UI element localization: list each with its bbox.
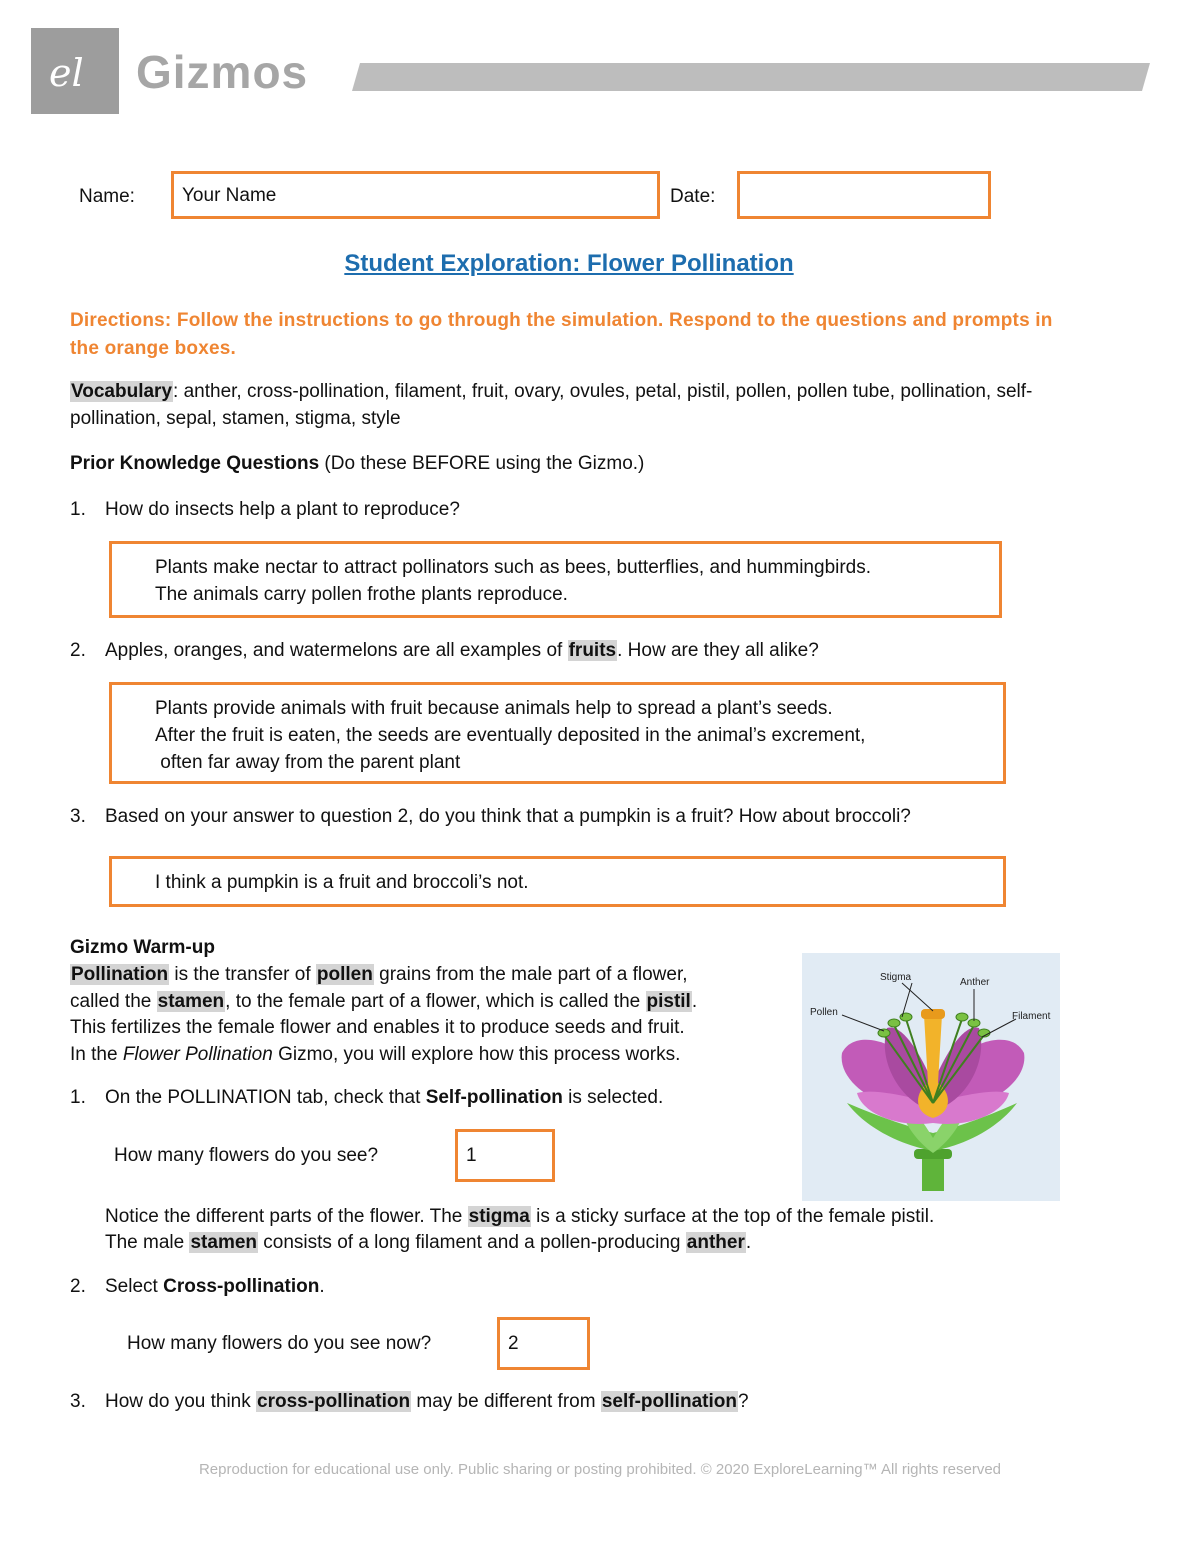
- wu-q3-number: 3.: [70, 1391, 86, 1412]
- vocabulary-terms: : anther, cross-pollination, filament, fruit, ovary, ovules, petal, pistil, pollen, pollen tube, pollination, self-pollination, sepal, stamen, stigma, style: [70, 381, 1033, 429]
- wu-q3-text-b: may be different from: [411, 1391, 601, 1412]
- name-field[interactable]: [171, 171, 660, 219]
- pk-q2-answer: Plants provide animals with fruit because animals help to spread a plant’s seeds. After the fruit is eaten, the seeds are eventually deposited in the animal’s excrement, often far away from the parent plant: [155, 698, 866, 773]
- page-title: Student Exploration: Flower Pollination: [344, 250, 794, 277]
- warmup-line-1-text-b: grains from the male part of a flower,: [373, 964, 688, 985]
- wu-q3-text-a: How do you think: [105, 1391, 257, 1412]
- warmup-line-4-text-a: In the: [70, 1044, 123, 1065]
- wu-q1-text: [105, 1087, 663, 1109]
- wu-q1-notice-line-2: [105, 1229, 1105, 1256]
- name-value: Your Name: [182, 185, 277, 206]
- wu-q1-bold: Self-pollination: [425, 1087, 563, 1108]
- wu-q2-number: 2.: [70, 1276, 86, 1297]
- wu-q2-answer: 2: [508, 1333, 519, 1354]
- wu-q1-number: 1.: [70, 1087, 86, 1108]
- label-anther: Anther: [960, 977, 990, 988]
- prior-knowledge-note: (Do these BEFORE using the Gizmo.): [319, 453, 645, 474]
- pk-q1-number: 1.: [70, 499, 86, 520]
- warmup-line-4-text-b: Gizmo, you will explore how this process works.: [272, 1044, 681, 1065]
- explorelearning-logo: [31, 28, 119, 114]
- wu-q1-text-b: is selected.: [562, 1087, 664, 1108]
- name-label: Name:: [79, 186, 135, 207]
- pk-q3-text: Based on your answer to question 2, do you think that a pumpkin is a fruit? How about broccoli?: [105, 806, 911, 827]
- svg-text:el: el: [49, 51, 84, 95]
- warmup-title: Gizmo Warm-up: [70, 937, 215, 958]
- wu-q1-notice-line-1: [105, 1203, 1105, 1230]
- directions-text: Directions: Follow the instructions to go through the simulation. Respond to the questions and prompts in the orange boxes.: [70, 310, 1053, 359]
- label-pollen: Pollen: [810, 1007, 838, 1018]
- gizmo-name-italic: Flower Pollination: [122, 1044, 273, 1065]
- wu-q2-text-b: .: [319, 1276, 325, 1297]
- pk-q2-text: [105, 640, 819, 662]
- warmup-line-1: [70, 961, 800, 988]
- wu-q2-text: [105, 1276, 325, 1298]
- warmup-heading: [70, 934, 790, 961]
- wu-q2-text-a: Select: [105, 1276, 164, 1297]
- wu-q3-text-c: ?: [737, 1391, 749, 1412]
- label-stigma: Stigma: [880, 972, 912, 983]
- wu-q3-text: [105, 1391, 749, 1413]
- flower-diagram: [802, 953, 1060, 1201]
- term-stamen: stamen: [157, 991, 225, 1012]
- notice-text-c: The male: [105, 1232, 190, 1253]
- warmup-line-2-text-c: .: [691, 991, 698, 1012]
- wu-q1-answer-box[interactable]: [455, 1129, 555, 1182]
- warmup-line-2: [70, 988, 800, 1015]
- term-anther: anther: [686, 1232, 745, 1253]
- term-stigma: stigma: [468, 1206, 530, 1227]
- prior-knowledge-heading: [70, 450, 1070, 477]
- notice-text-e: .: [745, 1232, 752, 1253]
- pk-q3-answer-box[interactable]: [109, 856, 1006, 907]
- gizmos-brand: Gizmos: [136, 46, 309, 98]
- header-divider-bar: [352, 63, 1152, 93]
- warmup-line-4: [70, 1041, 800, 1068]
- warmup-line-2-text-b: , to the female part of a flower, which is called the: [225, 991, 646, 1012]
- pk-q2-answer-box[interactable]: [109, 682, 1006, 784]
- wu-q2-answer-box[interactable]: [497, 1317, 590, 1370]
- pk-q2-text-after: . How are they all alike?: [617, 640, 819, 661]
- term-pollination: Pollination: [71, 964, 169, 985]
- vocabulary-paragraph: [70, 378, 1070, 432]
- term-pollen: pollen: [316, 964, 373, 985]
- flower-illustration: [802, 953, 1060, 1201]
- term-cross-pollination: cross-pollination: [257, 1391, 411, 1412]
- wu-q2-prompt: How many flowers do you see now?: [127, 1333, 432, 1354]
- term-pistil: pistil: [646, 991, 691, 1012]
- date-label: Date:: [670, 186, 716, 207]
- prior-knowledge-title: Prior Knowledge Questions: [70, 453, 320, 474]
- wu-q1-prompt: How many flowers do you see?: [114, 1145, 379, 1166]
- notice-text-d: consists of a long filament and a pollen-producing: [258, 1232, 686, 1253]
- label-filament: Filament: [1012, 1011, 1051, 1022]
- notice-text-a: Notice the different parts of the flower. The: [105, 1206, 468, 1227]
- warmup-line-1-text-a: is the transfer of: [169, 964, 316, 985]
- pk-q1-answer: Plants make nectar to attract pollinators such as bees, butterflies, and hummingbirds. The animals carry pollen frothe plants reproduce.: [155, 557, 872, 605]
- warmup-line-3: This fertilizes the female flower and enables it to produce seeds and fruit.: [70, 1017, 685, 1038]
- warmup-line-2-text-a: called the: [70, 991, 157, 1012]
- notice-text-b: is a sticky surface at the top of the female pistil.: [530, 1206, 935, 1227]
- wu-q2-bold: Cross-pollination: [163, 1276, 320, 1297]
- date-field[interactable]: [737, 171, 991, 219]
- wu-q1-text-a: On the POLLINATION tab, check that: [105, 1087, 426, 1108]
- pk-q2-term-fruits: fruits: [568, 640, 617, 661]
- pk-q1-text: How do insects help a plant to reproduce?: [105, 499, 460, 520]
- pk-q3-number: 3.: [70, 806, 86, 827]
- wu-q1-answer: 1: [466, 1145, 477, 1166]
- pk-q3-answer: I think a pumpkin is a fruit and broccoli’s not.: [155, 872, 529, 893]
- explorelearning-logo-icon: [45, 46, 105, 96]
- vocabulary-label: Vocabulary: [71, 381, 173, 402]
- pk-q1-answer-box[interactable]: [109, 541, 1002, 618]
- term-stamen-2: stamen: [190, 1232, 258, 1253]
- pk-q2-text-before: Apples, oranges, and watermelons are all examples of: [105, 640, 568, 661]
- pk-q2-number: 2.: [70, 640, 86, 661]
- footer-copyright: Reproduction for educational use only. Public sharing or posting prohibited. © 2020 ExploreLearning™ All rights reserved: [198, 1461, 1002, 1478]
- term-self-pollination: self-pollination: [601, 1391, 737, 1412]
